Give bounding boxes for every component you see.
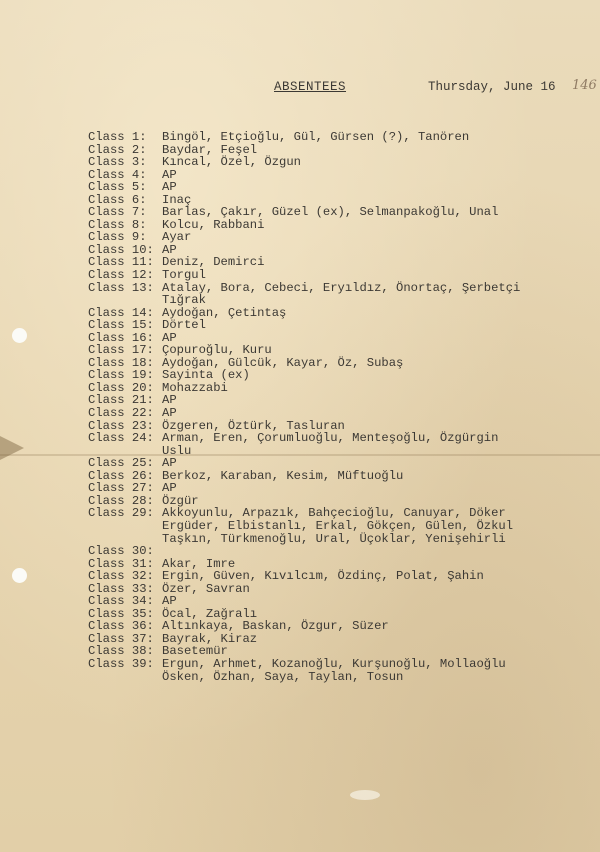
absent-names: Dörtel <box>162 318 206 333</box>
absent-names: AP <box>162 180 177 195</box>
class-label: Class 31: <box>88 556 154 571</box>
class-label: Class 23: <box>88 418 154 433</box>
absent-names: AP <box>162 594 177 609</box>
class-label: Class 4: <box>88 167 147 182</box>
absent-names: Kolcu, Rabbani <box>162 217 265 232</box>
class-row <box>88 482 588 495</box>
absent-names: Özgür <box>162 493 199 508</box>
absent-names: Sayinta (ex) <box>162 368 250 383</box>
paper-smudge <box>350 790 380 800</box>
handwritten-page-number: 146 <box>572 78 597 93</box>
class-label: Class 35: <box>88 606 154 621</box>
class-label: Class 14: <box>88 305 154 320</box>
class-row <box>88 432 588 445</box>
class-label: Class 25: <box>88 456 154 471</box>
absent-names: AP <box>162 456 177 471</box>
class-label: Class 24: <box>88 431 154 446</box>
class-row <box>88 156 588 169</box>
absent-names: Arman, Eren, Çorumluoğlu, Menteşoğlu, Özgürgin <box>162 431 499 446</box>
class-label: Class 22: <box>88 406 154 421</box>
absent-names: Basetemür <box>162 644 228 659</box>
absent-names: Mohazzabi <box>162 380 228 395</box>
class-row <box>88 319 588 332</box>
absent-names: Akar, Imre <box>162 556 236 571</box>
absent-names: AP <box>162 242 177 257</box>
class-label: Class 17: <box>88 343 154 358</box>
document-date: Thursday, June 16 <box>428 80 556 94</box>
class-label: Class 9: <box>88 230 147 245</box>
absent-names-continued: Taşkın, Türkmenoğlu, Ural, Üçoklar, Yenişehirli <box>162 531 506 546</box>
class-label: Class 18: <box>88 355 154 370</box>
absent-names: Özer, Savran <box>162 581 250 596</box>
absent-names: AP <box>162 330 177 345</box>
class-label: Class 20: <box>88 380 154 395</box>
absent-names: Aydoğan, Gülcük, Kayar, Öz, Subaş <box>162 355 404 370</box>
class-label: Class 38: <box>88 644 154 659</box>
class-label: Class 37: <box>88 631 154 646</box>
absent-names: AP <box>162 393 177 408</box>
absent-names: Özgeren, Öztürk, Tasluran <box>162 418 345 433</box>
absent-names: AP <box>162 167 177 182</box>
punch-hole-top <box>12 328 27 343</box>
absent-names: Ergin, Güven, Kıvılcım, Özdinç, Polat, Şahin <box>162 569 484 584</box>
class-row <box>88 181 588 194</box>
class-label: Class 32: <box>88 569 154 584</box>
absent-names: AP <box>162 406 177 421</box>
class-label: Class 7: <box>88 205 147 220</box>
absent-names-continued: Tığrak <box>162 293 206 308</box>
absent-names: Atalay, Bora, Cebeci, Eryıldız, Önortaç, Şerbetçi <box>162 280 521 295</box>
absent-names-continued: Ergüder, Elbistanlı, Erkal, Gökçen, Gülen, Özkul <box>162 518 514 533</box>
absent-names: Ayar <box>162 230 192 245</box>
class-label: Class 19: <box>88 368 154 383</box>
class-row <box>88 282 588 295</box>
absent-names: Bingöl, Etçioğlu, Gül, Gürsen (?), Tanören <box>162 130 470 144</box>
absent-names: Çopuroğlu, Kuru <box>162 343 272 358</box>
class-row <box>88 457 588 470</box>
class-row <box>88 407 588 420</box>
class-label: Class 26: <box>88 468 154 483</box>
absent-names: Inaç <box>162 192 192 207</box>
absent-names: Berkoz, Karaban, Kesim, Müftuoğlu <box>162 468 404 483</box>
class-label: Class 10: <box>88 242 154 257</box>
class-row <box>88 206 588 219</box>
class-label: Class 36: <box>88 619 154 634</box>
absent-names-continued: Uslu <box>162 443 192 458</box>
class-label: Class 27: <box>88 481 154 496</box>
torn-edge <box>0 436 24 460</box>
class-label: Class 3: <box>88 155 147 170</box>
absent-names: Torgul <box>162 268 206 283</box>
absent-names: Akkoyunlu, Arpazık, Bahçecioğlu, Canuyar, Döker <box>162 506 506 521</box>
class-label: Class 13: <box>88 280 154 295</box>
absent-names: AP <box>162 481 177 496</box>
absent-names: Bayrak, Kiraz <box>162 631 258 646</box>
absentee-list <box>88 131 588 683</box>
class-label: Class 12: <box>88 268 154 283</box>
document-header <box>0 80 600 100</box>
class-label: Class 29: <box>88 506 154 521</box>
class-row <box>88 269 588 282</box>
class-row <box>88 507 588 520</box>
class-label: Class 21: <box>88 393 154 408</box>
class-row <box>88 658 588 671</box>
absent-names: Kıncal, Özel, Özgun <box>162 155 301 170</box>
absent-names: Baydar, Feşel <box>162 142 258 157</box>
class-label: Class 34: <box>88 594 154 609</box>
class-row <box>88 131 588 144</box>
class-label: Class 8: <box>88 217 147 232</box>
absent-names: Öcal, Zağralı <box>162 606 258 621</box>
class-row <box>88 620 588 633</box>
class-label: Class 28: <box>88 493 154 508</box>
class-label: Class 6: <box>88 192 147 207</box>
class-label: Class 30: <box>88 544 154 559</box>
absent-names: Ergun, Arhmet, Kozanoğlu, Kurşunoğlu, Mollaoğlu <box>162 656 506 671</box>
class-label: Class 39: <box>88 656 154 671</box>
class-row <box>88 570 588 583</box>
absent-names: Deniz, Demirci <box>162 255 265 270</box>
absent-names: Barlas, Çakır, Güzel (ex), Selmanpakoğlu, Unal <box>162 205 499 220</box>
class-label: Class 11: <box>88 255 154 270</box>
punch-hole-bottom <box>12 568 27 583</box>
absent-names: Altınkaya, Baskan, Özgur, Süzer <box>162 619 389 634</box>
absent-names-continued: Ösken, Özhan, Saya, Taylan, Tosun <box>162 669 404 684</box>
document-title: ABSENTEES <box>274 80 347 94</box>
class-row <box>88 545 588 558</box>
class-row <box>88 344 588 357</box>
class-label: Class 16: <box>88 330 154 345</box>
class-label: Class 1: <box>88 130 147 144</box>
class-label: Class 5: <box>88 180 147 195</box>
class-row <box>88 595 588 608</box>
absent-names: Aydoğan, Çetintaş <box>162 305 287 320</box>
class-label: Class 33: <box>88 581 154 596</box>
class-label: Class 15: <box>88 318 154 333</box>
class-label: Class 2: <box>88 142 147 157</box>
